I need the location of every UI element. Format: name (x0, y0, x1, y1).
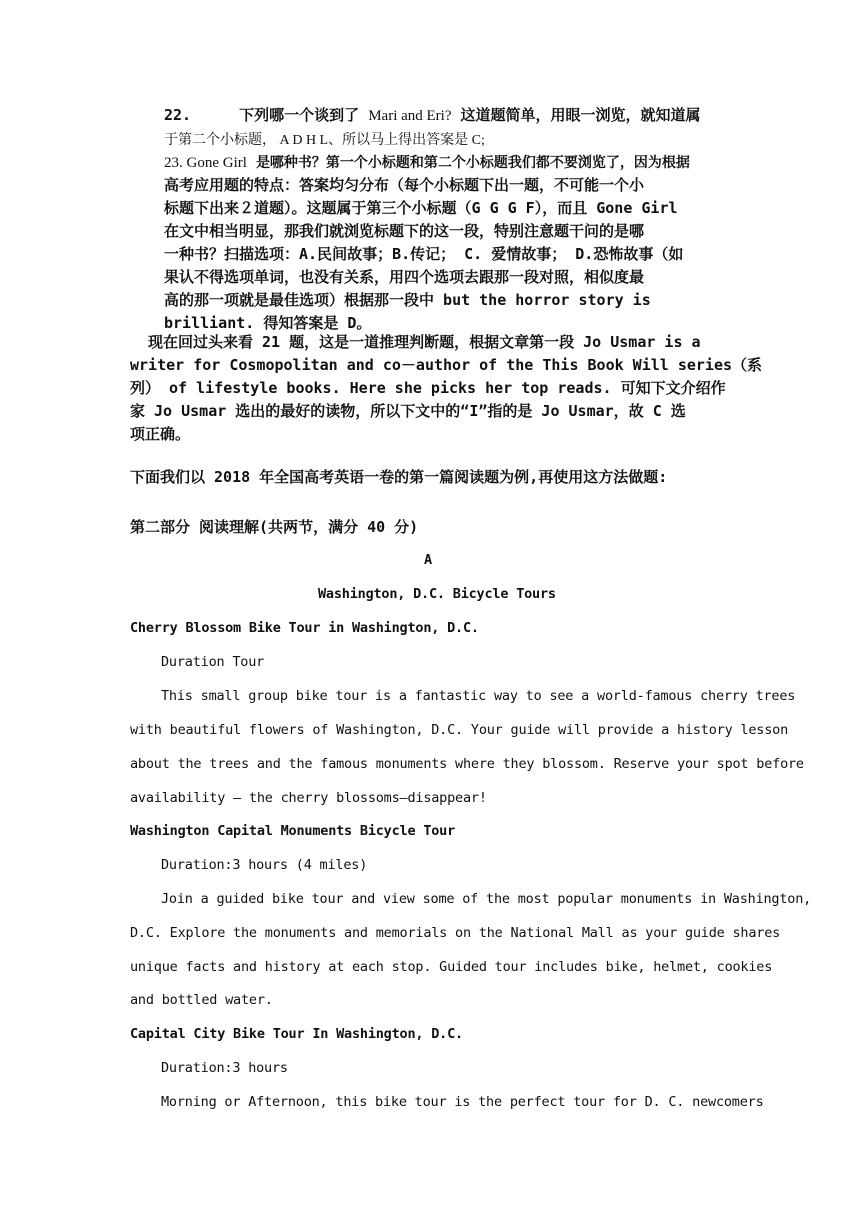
q23-line: 在文中相当明显，那我们就浏览标题下的这一段，特别注意题干问的是哪 (164, 222, 645, 240)
tour-text-line: unique facts and history at each stop. Guided tour includes bike, helmet, cookies (130, 959, 773, 975)
tour-text-line: and bottled water. (130, 992, 273, 1008)
section-letter: A (424, 552, 432, 568)
q22-text-c: 这道题简单，用眼一浏览，就知道属 (460, 106, 701, 124)
q21-line: 现在回过头来看 21 题，这是一道推理判断题，根据文章第一段 Jo Usmar is a (148, 333, 701, 351)
q23-text-b: 是哪种书？第一个小标题和第二个小标题我们都不要浏览了，因为根据 (255, 155, 690, 171)
tour-text-line: with beautiful flowers of Washington, D.C. Your guide will provide a history lesson (130, 722, 788, 738)
part-title: 第二部分 阅读理解(共两节，满分 40 分) (130, 518, 419, 536)
tour-heading: Capital City Bike Tour In Washington, D.C. (130, 1026, 463, 1042)
passage-title: Washington, D.C. Bicycle Tours (318, 586, 556, 602)
q22-line-1 (164, 104, 701, 128)
q21-line: 项正确。 (130, 425, 191, 443)
q22-number: 22. (164, 106, 192, 124)
q23-line: 一种书？扫描选项：A.民间故事；B.传记； C. 爱情故事； D.恐怖故事（如 (164, 245, 684, 263)
tour-text-line: availability — the cherry blossoms—disappear! (130, 790, 487, 806)
method-intro: 下面我们以 2018 年全国高考英语一卷的第一篇阅读题为例,再使用这方法做题: (130, 468, 668, 486)
q23-paragraph (164, 174, 683, 335)
q22-text-b: Mari and Eri? (368, 108, 452, 124)
tour-heading: Washington Capital Monuments Bicycle Tour (130, 823, 456, 839)
tour-heading: Cherry Blossom Bike Tour in Washington, D.C. (130, 620, 479, 636)
q23-line: 高考应用题的特点：答案均匀分布（每个小标题下出一题，不可能一个小 (164, 176, 645, 194)
q22-text-a: 下列哪一个谈到了 (239, 106, 360, 124)
tour-duration: Duration:3 hours (4 miles) (161, 857, 368, 873)
q21-line: 列） of lifestyle books. Here she picks her top reads. 可知下文介绍作 (130, 379, 726, 397)
q23-line: 标题下出来２道题）。这题属于第三个小标题（G G G F），而且 Gone Girl (164, 199, 678, 217)
q23-line: 高的那一项就是最佳选项）根据那一段中 but the horror story is (164, 291, 651, 309)
tour-text-line: This small group bike tour is a fantastic way to see a world-famous cherry trees (161, 688, 796, 704)
q21-line: 家 Jo Usmar 选出的最好的读物，所以下文中的“I”指的是 Jo Usmar，故 C 选 (130, 402, 686, 420)
tour-text-line: D.C. Explore the monuments and memorials on the National Mall as your guide shares (130, 925, 781, 941)
q23-text-a: 23. Gone Girl (164, 155, 247, 171)
q21-paragraph (130, 331, 762, 446)
q23-line-1 (164, 151, 690, 175)
q22-line-2: 于第二个小标题， A D H L、所以马上得出答案是 C; (164, 133, 485, 148)
tour-text-line: about the trees and the famous monuments where they blossom. Reserve your spot before (130, 756, 804, 772)
tour-duration: Duration Tour (161, 654, 265, 670)
tour-text-line: Join a guided bike tour and view some of the most popular monuments in Washington, (161, 891, 812, 907)
tour-duration: Duration:3 hours (161, 1060, 288, 1076)
q21-line: writer for Cosmopolitan and co－author of the This Book Will series（系 (130, 356, 762, 374)
tour-text-line: Morning or Afternoon, this bike tour is the perfect tour for D. C. newcomers (161, 1094, 764, 1110)
q23-line: brilliant. 得知答案是 D。 (164, 314, 372, 332)
q23-line: 果认不得选项单词，也没有关系，用四个选项去跟那一段对照，相似度最 (164, 268, 645, 286)
